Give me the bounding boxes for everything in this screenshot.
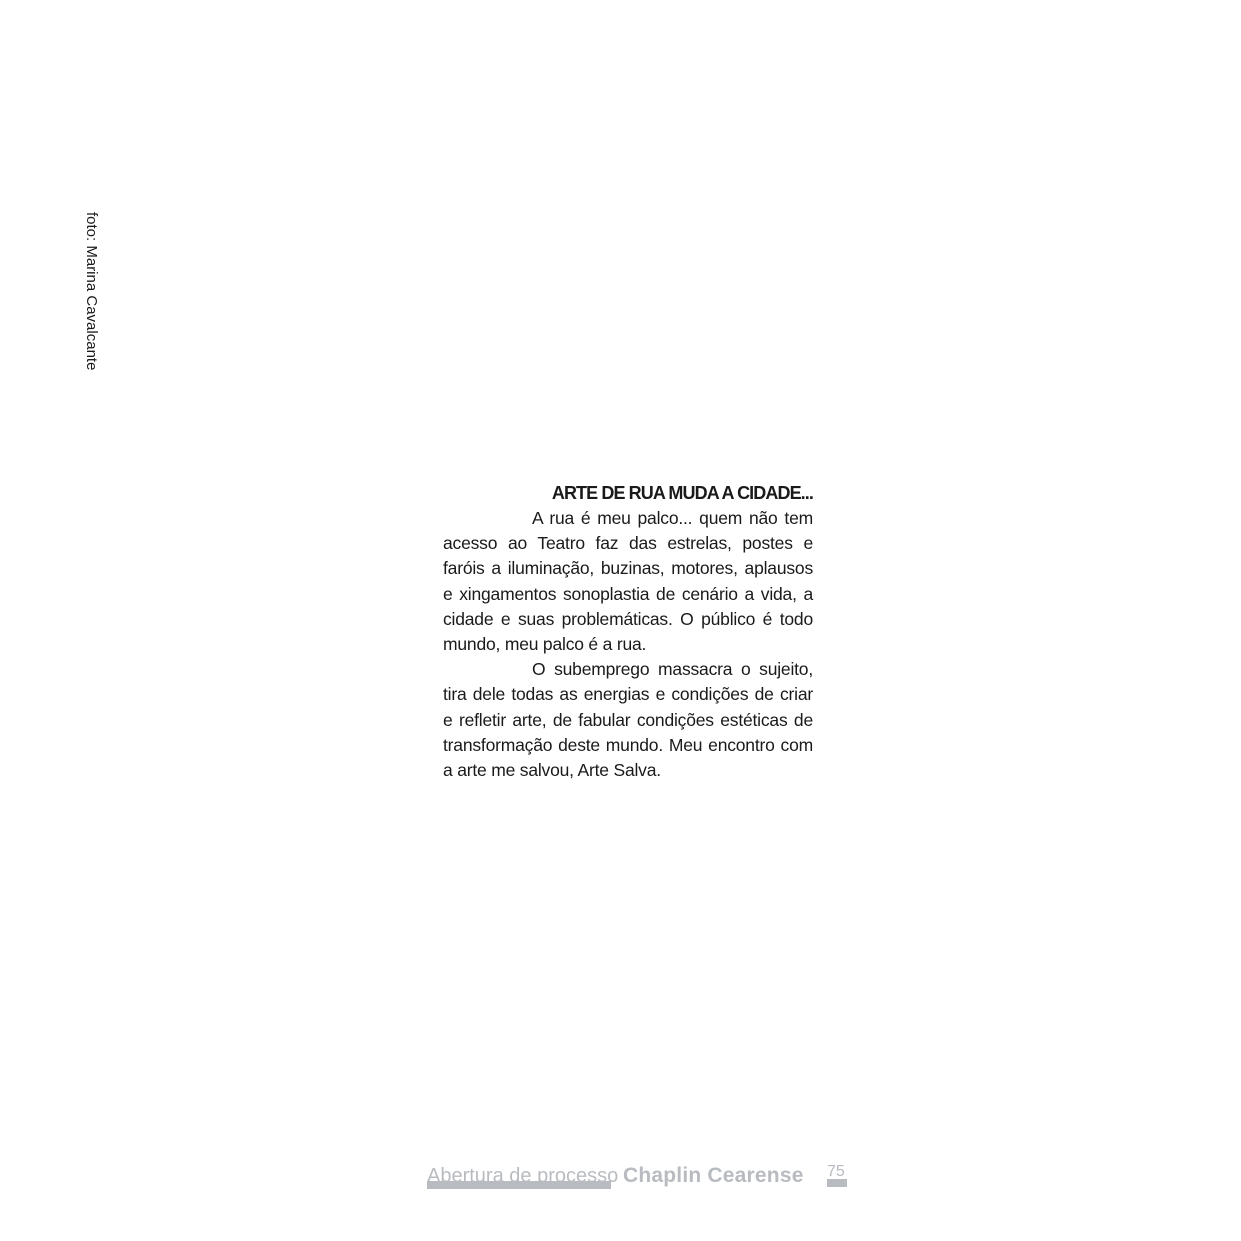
article-paragraph: A rua é meu palco... quem não tem acesso ao Teatro faz das estrelas, postes e faróis a iluminação, buzinas, motores, aplausos e xingamentos sonoplastia de cenário a vida, a cidade e suas problemáticas. O público é todo mundo, meu palco é a rua. (443, 508, 813, 655)
footer-section-label: Abertura de processo (427, 1165, 619, 1187)
footer-book-title: Chaplin Cearense (623, 1164, 804, 1187)
page-footer (427, 1160, 857, 1192)
article-title: ARTE DE RUA MUDA A CIDADE... (551, 483, 813, 503)
article (443, 481, 813, 783)
photo-credit: foto: Marina Cavalcante (83, 212, 100, 371)
page-number: 75 (827, 1163, 845, 1180)
article-paragraph: O subemprego massacra o sujeito, tira dele todas as energias e condições de criar e refletir arte, de fabular condições estéticas de transformação deste mundo. Meu encontro com a arte me salvou, Arte Salva. (443, 659, 813, 781)
